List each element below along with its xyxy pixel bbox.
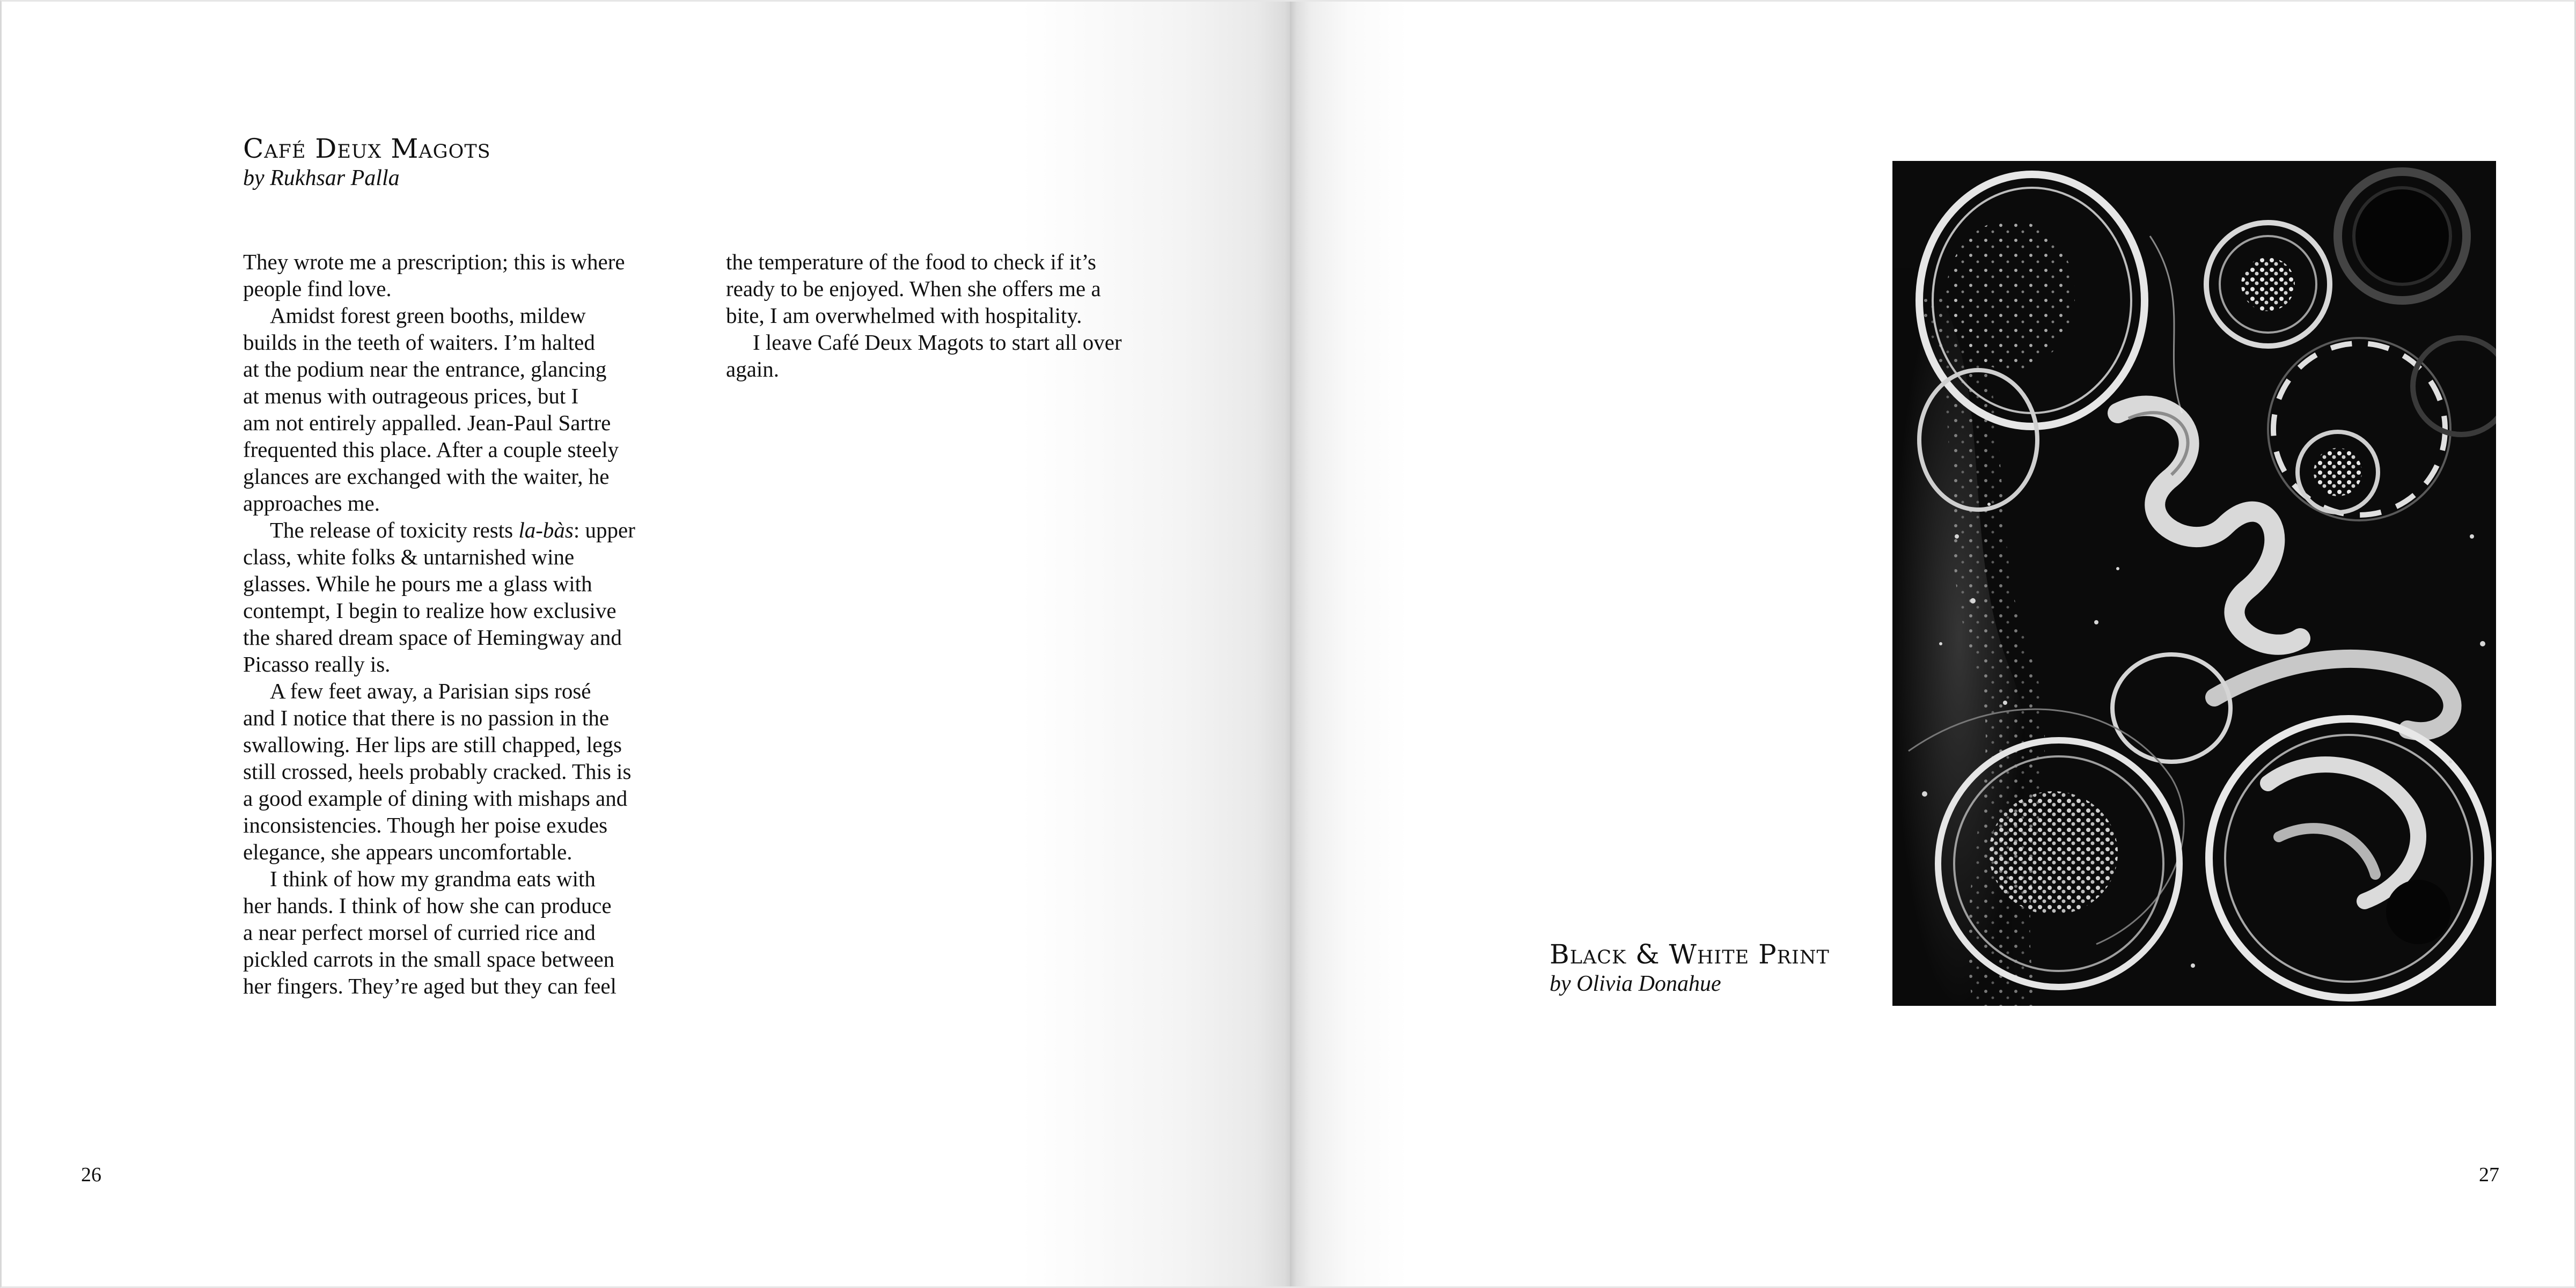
text-line	[243, 973, 683, 999]
page-number-right: 27	[2479, 1164, 2499, 1186]
text-line	[243, 490, 683, 517]
text-line-content: builds in the teeth of waiters. I’m halted	[243, 330, 595, 355]
text-line-content: I leave Café Deux Magots to start all over	[753, 330, 1122, 355]
text-line-content: her fingers. They’re aged but they can feel	[243, 974, 617, 998]
text-line-content: Picasso really is.	[243, 652, 391, 676]
text-line-content: contempt, I begin to realize how exclusive	[243, 598, 617, 623]
text-line	[243, 382, 683, 409]
text-line-content: still crossed, heels probably cracked. This is	[243, 759, 632, 784]
text-line-content: glasses. While he pours me a glass with	[243, 571, 592, 596]
text-line	[243, 248, 683, 275]
text-line-content: the shared dream space of Hemingway and	[243, 625, 622, 650]
text-line	[726, 248, 1182, 275]
text-line	[243, 758, 683, 785]
text-line	[243, 597, 683, 624]
artwork-title: Black & White Print	[1550, 939, 1830, 970]
story-byline: by Rukhsar Palla	[243, 166, 400, 190]
story-title: Café Deux Magots	[243, 133, 491, 164]
text-line	[243, 704, 683, 731]
text-line-content: glances are exchanged with the waiter, he	[243, 464, 610, 489]
text-column-2	[726, 248, 1182, 382]
text-line-content: I think of how my grandma eats with	[270, 866, 596, 891]
text-line	[243, 329, 683, 356]
text-line-content: approaches me.	[243, 491, 380, 516]
text-line-content: again.	[726, 357, 780, 381]
text-line-content: her hands. I think of how she can produce	[243, 893, 612, 918]
artwork-byline: by Olivia Donahue	[1550, 971, 1721, 996]
text-line	[243, 624, 683, 651]
text-line	[243, 517, 683, 543]
italic-word: la-bàs	[518, 518, 574, 542]
text-line-content: a near perfect morsel of curried rice and	[243, 920, 596, 945]
text-line	[243, 651, 683, 678]
text-line-content: the temperature of the food to check if it’s	[726, 249, 1096, 274]
text-line	[243, 865, 683, 892]
text-line	[243, 678, 683, 704]
text-line	[726, 356, 1182, 382]
text-line-content: swallowing. Her lips are still chapped, legs	[243, 732, 622, 757]
text-line-content: inconsistencies. Though her poise exudes	[243, 813, 608, 837]
text-line	[243, 275, 683, 302]
text-line	[243, 785, 683, 812]
text-line-content: bite, I am overwhelmed with hospitality.	[726, 303, 1082, 328]
text-line	[243, 946, 683, 973]
text-line	[243, 436, 683, 463]
text-line-content: They wrote me a prescription; this is where	[243, 249, 625, 274]
text-line-content: am not entirely appalled. Jean-Paul Sartre	[243, 410, 611, 435]
text-line-content: Amidst forest green booths, mildew	[270, 303, 586, 328]
text-line	[243, 409, 683, 436]
text-line-content: class, white folks & untarnished wine	[243, 544, 575, 569]
text-line	[243, 731, 683, 758]
text-line-content: and I notice that there is no passion in the	[243, 705, 610, 730]
text-line	[726, 329, 1182, 356]
text-line-content: frequented this place. After a couple steely	[243, 437, 619, 462]
text-line-content: pickled carrots in the small space between	[243, 947, 615, 971]
text-line	[243, 570, 683, 597]
text-line	[726, 275, 1182, 302]
text-line	[726, 302, 1182, 329]
text-line-content: at menus with outrageous prices, but I	[243, 384, 579, 408]
artwork-image	[1892, 161, 2496, 1006]
text-line-content: at the podium near the entrance, glancing	[243, 357, 607, 381]
text-line-content: a good example of dining with mishaps and	[243, 786, 628, 811]
text-line	[243, 356, 683, 382]
text-line-content: The release of toxicity rests	[270, 518, 519, 542]
text-line-content: people find love.	[243, 276, 392, 301]
text-line-content: ready to be enjoyed. When she offers me a	[726, 276, 1101, 301]
text-line-content: elegance, she appears uncomfortable.	[243, 840, 573, 864]
text-line	[243, 302, 683, 329]
text-line	[243, 812, 683, 838]
text-column-1	[243, 248, 683, 999]
text-line	[243, 543, 683, 570]
abstract-print-graphic	[1892, 161, 2496, 1006]
text-line	[243, 838, 683, 865]
text-line	[243, 892, 683, 919]
text-line	[243, 919, 683, 946]
text-line-rest: : upper	[573, 518, 635, 542]
text-line	[243, 463, 683, 490]
text-line-content: A few feet away, a Parisian sips rosé	[270, 679, 591, 703]
page-number-left: 26	[81, 1164, 101, 1186]
